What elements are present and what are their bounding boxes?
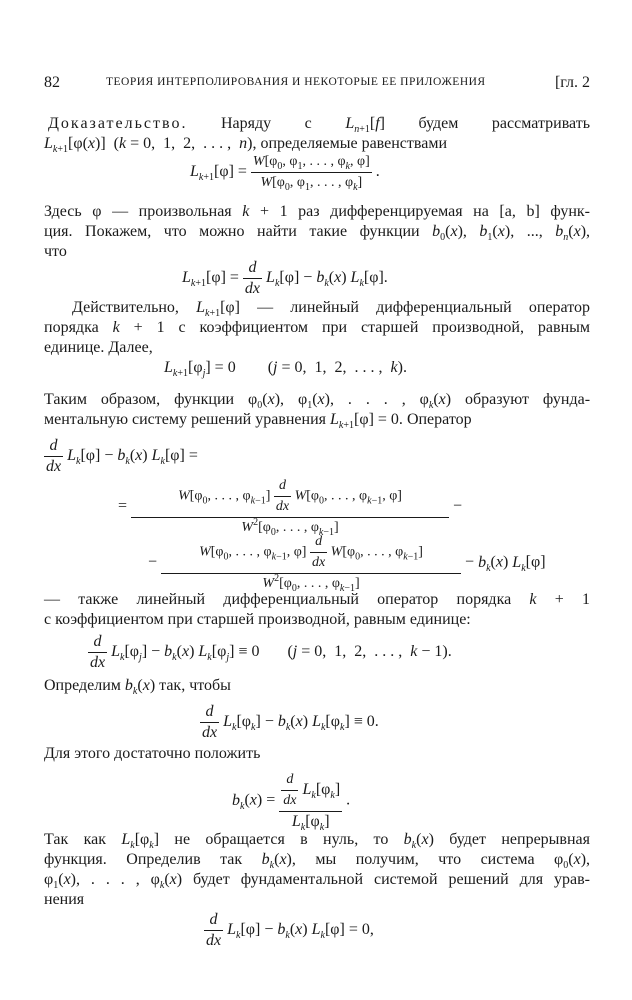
text-span: ментальную систему решений уравнения (44, 411, 327, 428)
text-span: Наряду с (221, 115, 312, 132)
text-span: — линейный дифференциальный оператор (257, 299, 590, 316)
text-span: Определим (44, 677, 121, 694)
paragraph-line: функция. Определив так $b_k(x)$, мы получим, что система $\varphi_0(x)$, (44, 851, 591, 871)
text-span: с коэффициентом при старшей производной, равным единице: (44, 611, 471, 628)
paragraph-line: Действительно, $L_{k+1}[\varphi]$ — линейный дифференциальный оператор (44, 298, 590, 318)
paragraph-line: Таким образом, функции $\varphi_0(x)$, $\varphi_1(x)$, . . . , $\varphi_k(x)$ образуют фунда- (44, 391, 591, 411)
running-title: ТЕОРИЯ ИНТЕРПОЛИРОВАНИЯ И НЕКОТОРЫЕ ЕЕ ПРИЛОЖЕНИЯ (106, 76, 486, 88)
proof-heading: Доказательство. (48, 115, 188, 132)
paragraph-line: ция. Покажем, что можно найти такие функции $b_0(x)$, $b_1(x)$, ..., $b_n(x)$, (44, 223, 591, 243)
paragraph-line: Доказательство. Наряду с $L_{n+1}[f]$ будем рассматривать (44, 114, 590, 134)
text-span: порядка (44, 319, 99, 336)
text-span: мы получим, что система (315, 851, 535, 868)
page-number: 82 (44, 74, 60, 91)
paragraph-line: порядка k + 1 с коэффициентом при старшей производной, равным (44, 319, 591, 336)
equation-identity-k: $\frac{d}{dx}$ $L_k[\varphi_k] - b_k(x) L_k[\varphi_k] \equiv 0$. (202, 703, 379, 741)
text-span: Для этого достаточно положить (44, 745, 261, 762)
equation-final: $\frac{d}{dx}$ $L_k[\varphi] - b_k(x) L_k[\varphi] = 0$, (206, 911, 374, 949)
text-span: Действительно, (72, 299, 179, 316)
equation-recurrence: $L_{k+1}[\varphi]$ = $\frac{d}{dx}$ $L_k[\varphi] - b_k(x)$ $L_k[\varphi]$. (182, 259, 388, 297)
paragraph-line (44, 890, 84, 910)
paragraph-line (44, 242, 67, 262)
text-span: будем рассматривать (418, 115, 591, 132)
text-span: с коэффициентом при старшей производной, равным (178, 319, 591, 336)
paragraph-line: $\varphi_1(x)$, . . . , $\varphi_k(x)$ будет фундаментальной системой решений для урав- (44, 871, 591, 891)
text-span: Здесь φ — произвольная (44, 203, 232, 220)
text-span: так, чтобы (159, 677, 231, 694)
chapter-label: [гл. 2 (554, 74, 590, 91)
paragraph-line (44, 744, 260, 764)
equation-operator-line2: = $W[\varphi_0$, . . . , $\varphi_{k-1}$] $\frac{d}{dx}$ $W[\varphi_0$, . . . , $\varphi_{k-1}$, φ] $W^2[\varphi_0$, . . . , $\varphi_{k-1}$] − (118, 478, 463, 538)
paragraph-line: — также линейный дифференциальный оператор порядка k + 1 (44, 591, 590, 608)
equation-operator-line3: − $W[\varphi_0$, . . . , $\varphi_{k-1}$, φ] $\frac{d}{dx}$ $W[\varphi_0$, . . . , $\varphi_{k-1}$] $W^2[\varphi_0$, . . . , $\varphi_{k-1}$] − $b_k(x)$ $L_k[\varphi]$ (148, 534, 546, 594)
paragraph-line: Здесь φ — произвольная k + 1 раз дифференцируемая на [a, b] функ- (44, 203, 591, 220)
equation-identity-j: $\frac{d}{dx}$ $L_k[\varphi_j] - b_k(x) L_k[\varphi_j] \equiv 0$ (j = 0, 1, 2, . . . , k − 1). (90, 633, 452, 671)
paragraph-line (44, 338, 153, 358)
text-span: образуют фунда- (465, 391, 591, 408)
text-span: Так как (44, 831, 106, 848)
text-span: будет фундаментальной системой решений для урав- (193, 871, 591, 888)
paragraph-line: Так как $L_k[\varphi_k]$ не обращается в нуль, то $b_k(x)$ будет непрерывная (44, 831, 590, 851)
text-span: будет непрерывная (449, 831, 590, 848)
text-span: ция. Покажем, что можно найти такие функции (44, 223, 420, 240)
text-span: Таким образом, функции (44, 391, 235, 408)
equation-bk: $b_k(x)$ = $\frac{d}{dx}$ $L_k[\varphi_k]$ $L_k[\varphi_k]$ . (232, 772, 351, 833)
text-span: раз дифференцируемая на [a, b] функ- (298, 203, 591, 220)
equation-zero: $L_{k+1}[\varphi_j] = 0$ (j = 0, 1, 2, . . . , k). (164, 359, 407, 379)
paragraph-line: ментальную систему решений уравнения $L_{k+1}[\varphi] = 0$. Оператор (44, 411, 472, 431)
text-span: функция. Определив так (44, 851, 243, 868)
paragraph-line: $L_{k+1}[\varphi(x)] (k = 0$, 1, 2, . . . , n), определяемые равенствами (44, 135, 448, 155)
text-span: — также линейный дифференциальный оператор порядка (44, 591, 512, 608)
equation-operator-line1: $\frac{d}{dx}$ $L_k[\varphi] - b_k(x) L_k[\varphi]$ = (46, 437, 198, 475)
text-span: единице. Далее, (44, 339, 153, 356)
paragraph-line (44, 610, 471, 630)
text-span: нения (44, 891, 85, 908)
running-header (44, 74, 590, 94)
text-span: Оператор (406, 411, 472, 428)
text-span: что (44, 243, 67, 260)
paragraph-line: Определим $b_k(x)$ так, чтобы (44, 677, 231, 697)
equation-wronskian-ratio: $L_{k+1}[\varphi]$ = $\frac{W[\varphi_0, \varphi_1, . . . , \varphi_k, \varphi]}{W[\varphi_0, \varphi_1, . . . , \varphi_k]}$ . (190, 154, 380, 193)
text-span: не обращается в нуль, то (174, 831, 389, 848)
text-span: определяемые равенствами (260, 135, 448, 152)
